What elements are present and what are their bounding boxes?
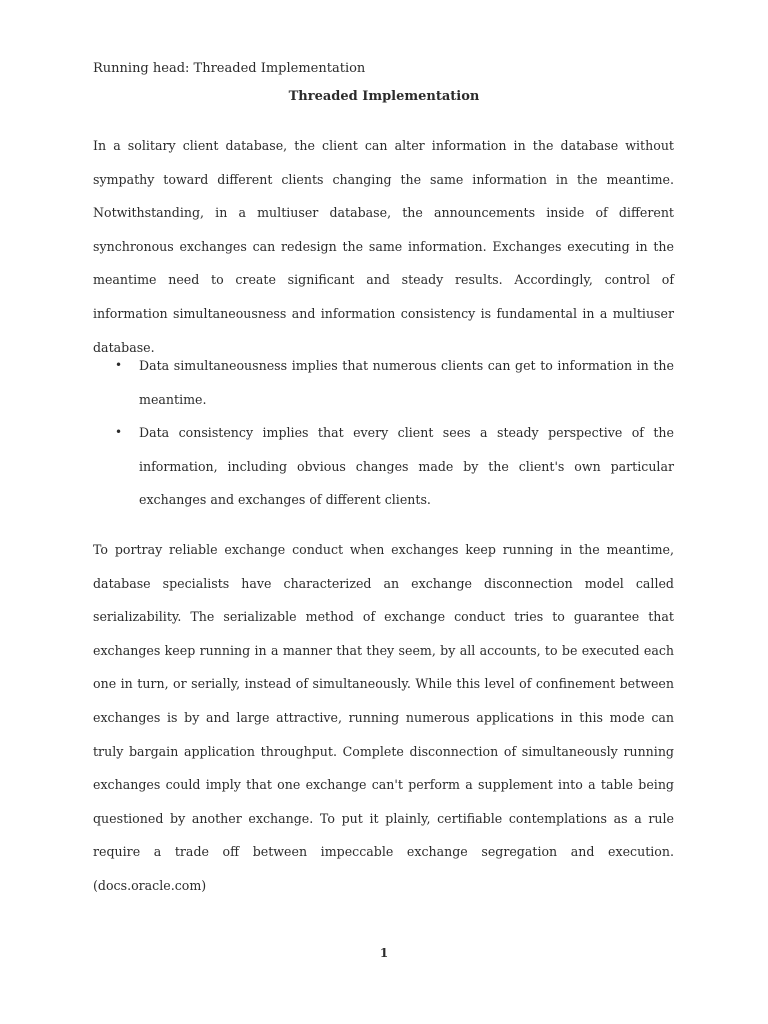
bullet-item [93, 416, 674, 517]
bullet-text: Data simultaneousness implies that numerous clients can get to information in the meantime. [139, 358, 674, 407]
bullet-item [93, 349, 674, 416]
document-title: Threaded Implementation [288, 89, 480, 104]
running-head: Running head: Threaded Implementation [93, 61, 366, 76]
bullet-icon: • [115, 358, 123, 372]
bullet-text: Data consistency implies that every client sees a steady perspective of the information, including obvious changes made by the client's own particular exchanges and exchanges of different clients. [139, 425, 674, 508]
bullet-icon: • [115, 425, 123, 440]
bullet-list [93, 349, 674, 517]
body-paragraph: To portray reliable exchange conduct when exchanges keep running in the meantime, database specialists have characterized an exchange disconnection model called serializability. The serializable method of exchange conduct tries to guarantee that exchanges keep running in a manner that they seem, by all accounts, to be executed each one in turn, or serially, instead of simultaneously. While this level of confinement between exchanges is by and large attractive, running numerous applications in this mode can truly bargain application throughput. Complete disconnection of simultaneously running exchanges could imply that one exchange can't perform a supplement into a table being questioned by another exchange. To put it plainly, certifiable contemplations as a rule require a trade off between impeccable exchange segregation and execution. (docs.oracle.com) [93, 542, 674, 893]
page-number: 1 [379, 946, 389, 960]
body-paragraph: In a solitary client database, the client can alter information in the database without sympathy toward different clients changing the same information in the meantime. Notwithstanding, in a multiuser database, the announcements inside of different synchronous exchanges can redesign the same information. Exchanges executing in the meantime need to create significant and steady results. Accordingly, control of information simultaneousness and information consistency is fundamental in a multiuser database. [93, 138, 674, 355]
